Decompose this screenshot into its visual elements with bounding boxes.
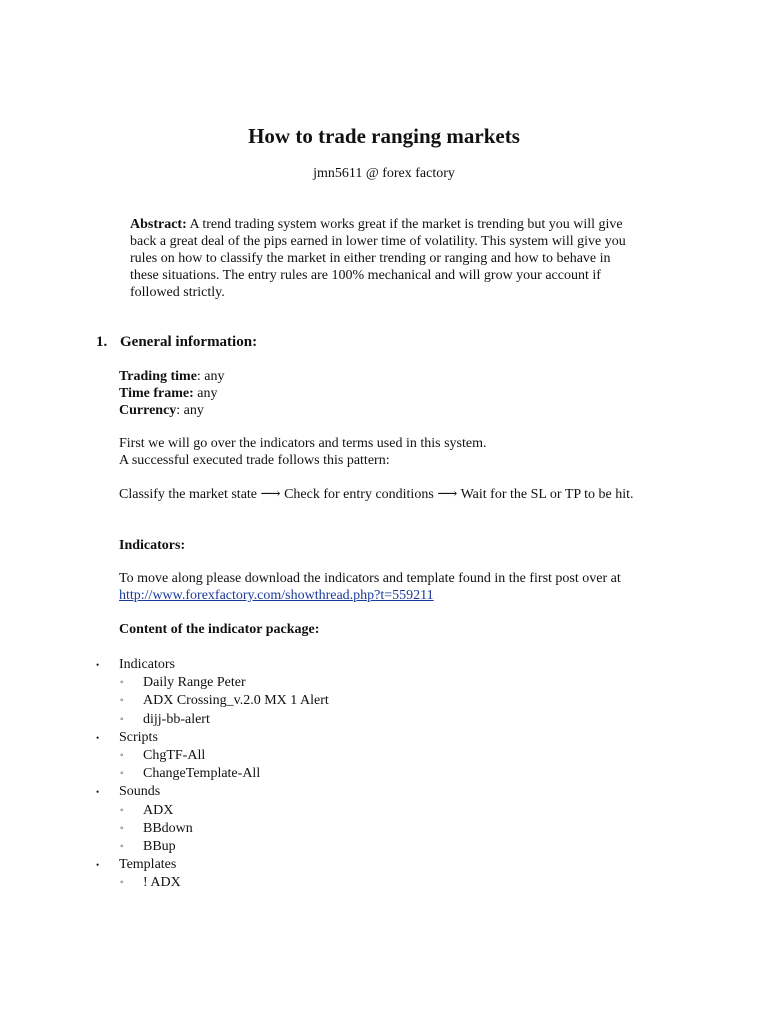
sub-list-item-label: ADX: [143, 802, 174, 818]
sub-list-item: [0, 692, 768, 710]
indicators-heading: [119, 537, 639, 554]
sub-list-item-label: BBup: [143, 838, 176, 854]
sub-list-item: [0, 765, 768, 783]
sub-list-item: [0, 820, 768, 838]
sub-list-item: [0, 674, 768, 692]
bullet-icon: •: [96, 860, 100, 871]
abstract-paragraph: [130, 216, 630, 301]
document-author: jmn5611 @ forex factory: [313, 166, 455, 181]
bullet-icon: •: [96, 787, 100, 798]
time-frame-value: any: [193, 386, 218, 401]
intro-line-2: A successful executed trade follows this pattern:: [119, 453, 390, 468]
sub-bullet-icon: ◦: [120, 768, 124, 780]
sub-list-item-label: Daily Range Peter: [143, 675, 246, 691]
general-info-fields: [119, 368, 639, 419]
download-text: To move along please download the indicators and template found in the first post over at: [119, 571, 621, 586]
abstract-label: Abstract:: [130, 217, 187, 232]
sub-bullet-icon: ◦: [120, 749, 124, 761]
sub-list-item: [0, 747, 768, 765]
list-item: [0, 729, 768, 747]
intro-paragraph: [119, 435, 639, 469]
sub-list-item: [0, 802, 768, 820]
list-item-label: Indicators: [119, 657, 175, 672]
bullet-icon: •: [96, 660, 100, 670]
trading-time-line: [119, 368, 639, 385]
bullet-icon: •: [96, 732, 100, 743]
section-number: 1.: [96, 334, 108, 350]
intro-line-1: First we will go over the indicators and terms used in this system.: [119, 436, 487, 451]
trading-time-value: : any: [196, 369, 225, 384]
sub-bullet-icon: ◦: [120, 822, 124, 834]
sub-bullet-icon: ◦: [120, 840, 124, 852]
sub-list-item-label: dijj-bb-alert: [143, 711, 210, 727]
currency-label: Currency: [119, 403, 177, 418]
list-item: [0, 656, 768, 674]
time-frame-label: Time frame:: [119, 386, 194, 401]
sub-list-item-label: ChangeTemplate-All: [143, 766, 261, 782]
list-item-label: Sounds: [119, 784, 161, 800]
list-item: [0, 783, 768, 801]
sub-list-item-label: ChgTF-All: [143, 747, 206, 763]
time-frame-line: [119, 385, 639, 402]
trading-time-label: Trading time: [119, 369, 197, 384]
sub-list-item-label: BBdown: [143, 820, 193, 836]
download-paragraph: [119, 570, 635, 604]
forexfactory-link[interactable]: http://www.forexfactory.com/showthread.php?t=559211: [119, 588, 434, 603]
section-heading-general-information: [96, 334, 257, 351]
indicators-heading-text: Indicators:: [119, 538, 186, 553]
trade-pattern-paragraph: Classify the market state ⟶ Check for entry conditions ⟶ Wait for the SL or TP to be hit.: [119, 487, 634, 502]
sub-list-item: [0, 838, 768, 856]
list-item-label: Templates: [119, 857, 177, 873]
sub-list-item-label: ADX Crossing_v.2.0 MX 1 Alert: [143, 693, 329, 709]
currency-value: : any: [176, 403, 204, 418]
sub-list-item: [0, 874, 768, 892]
sub-bullet-icon: ◦: [120, 713, 124, 725]
list-item: [0, 856, 768, 874]
sub-list-item-label: ! ADX: [143, 875, 181, 891]
sub-list-item: [0, 711, 768, 729]
sub-bullet-icon: ◦: [120, 877, 124, 889]
section-title: General information:: [120, 334, 258, 350]
content-heading-text: Content of the indicator package:: [119, 622, 320, 637]
content-heading: [119, 621, 639, 638]
sub-bullet-icon: ◦: [120, 804, 124, 816]
list-item-label: Scripts: [119, 729, 158, 745]
currency-line: [119, 402, 639, 419]
sub-bullet-icon: ◦: [120, 695, 124, 707]
sub-bullet-icon: ◦: [120, 677, 124, 689]
package-contents-list: [0, 656, 768, 892]
abstract-text: A trend trading system works great if the market is trending but you will give back a great deal of the pips earned in lower time of volatility. This system will give you rules on how to classify the market in either trending or ranging and how to behave in these situations. The entry rules are 100% mechanical and will grow your account if followed strictly.: [130, 217, 626, 300]
document-title: How to trade ranging markets: [248, 124, 520, 148]
